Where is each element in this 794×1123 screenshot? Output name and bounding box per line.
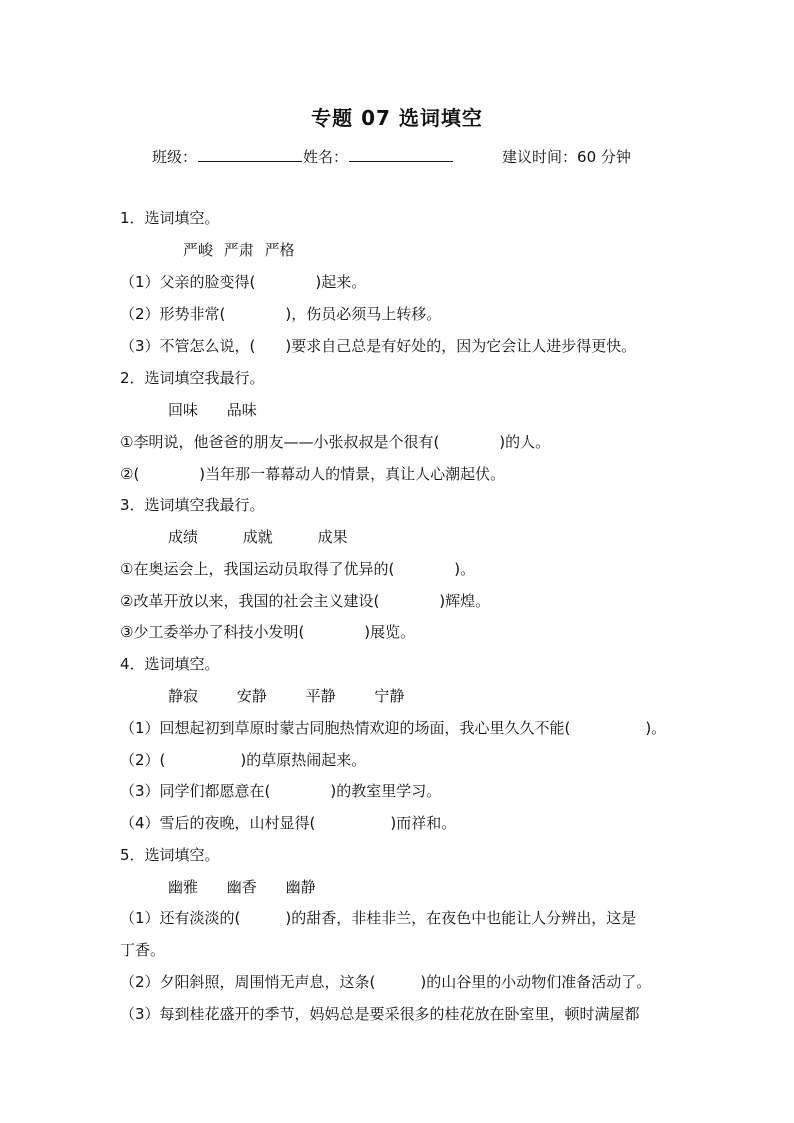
word: 静寂	[168, 687, 199, 705]
word: 成果	[317, 528, 348, 546]
word: 成就	[242, 528, 273, 546]
name-blank[interactable]	[349, 145, 453, 162]
question-3-item-2: ②改革开放以来，我国的社会主义建设( )辉煌。	[120, 592, 491, 610]
question-1-word-bank	[183, 240, 295, 260]
word: 严格	[264, 241, 295, 259]
word: 安静	[236, 687, 267, 705]
question-3-word-bank	[168, 527, 348, 547]
class-blank[interactable]	[198, 145, 302, 162]
question-2-heading: 2．选词填空我最行。	[120, 369, 265, 387]
question-2-word-bank	[168, 400, 257, 420]
question-5-item-1-continued: 丁香。	[120, 941, 166, 959]
question-4-item-1: （1）回想起初到草原时蒙古同胞热情欢迎的场面，我心里久久不能( )。	[120, 719, 667, 737]
name-label: 姓名：	[303, 148, 349, 166]
question-1-heading: 1．选词填空。	[120, 209, 220, 227]
question-4-item-4: （4）雪后的夜晚，山村显得( )而祥和。	[120, 814, 457, 832]
word: 严峻	[183, 241, 214, 259]
word: 幽静	[285, 878, 316, 896]
question-1-item-3: （3）不管怎么说，( )要求自己总是有好处的，因为它会让人进步得更快。	[120, 337, 637, 355]
suggested-time: 建议时间：60 分钟	[502, 148, 631, 166]
word: 宁静	[374, 687, 405, 705]
word: 严肃	[223, 241, 254, 259]
question-5-heading: 5．选词填空。	[120, 846, 220, 864]
question-3-item-1: ①在奥运会上，我国运动员取得了优异的( )。	[120, 560, 476, 578]
question-5-item-3: （3）每到桂花盛开的季节，妈妈总是要采很多的桂花放在卧室里，顿时满屋都	[120, 1005, 640, 1023]
question-4-word-bank	[168, 686, 404, 706]
question-4-item-3: （3）同学们都愿意在( )的教室里学习。	[120, 782, 442, 800]
question-3-item-3: ③少工委举办了科技小发明( )展览。	[120, 623, 416, 641]
question-2-item-2: ②( )当年那一幕幕动人的情景，真让人心潮起伏。	[120, 465, 506, 483]
question-4-heading: 4．选词填空。	[120, 655, 220, 673]
student-info-row	[152, 145, 631, 167]
page-title: 专题 07 选词填空	[311, 106, 483, 130]
question-2-item-1: ①李明说，他爸爸的朋友——小张叔叔是个很有( )的人。	[120, 433, 551, 451]
word: 幽香	[226, 878, 257, 896]
word: 平静	[305, 687, 336, 705]
word: 成绩	[168, 528, 199, 546]
word: 幽雅	[168, 878, 199, 896]
question-5-item-2: （2）夕阳斜照，周围悄无声息，这条( )的山谷里的小动物们准备活动了。	[120, 973, 652, 991]
class-label: 班级：	[152, 148, 198, 166]
question-1-item-2: （2）形势非常( )，伤员必须马上转移。	[120, 305, 442, 323]
word: 回味	[168, 401, 199, 419]
question-5-word-bank	[168, 877, 316, 897]
question-4-item-2: （2）( )的草原热闹起来。	[120, 751, 367, 769]
question-5-item-1: （1）还有淡淡的( )的甜香，非桂非兰，在夜色中也能让人分辨出，这是	[120, 909, 637, 927]
question-1-item-1: （1）父亲的脸变得( )起来。	[120, 273, 367, 291]
word: 品味	[226, 401, 257, 419]
question-3-heading: 3．选词填空我最行。	[120, 496, 265, 514]
